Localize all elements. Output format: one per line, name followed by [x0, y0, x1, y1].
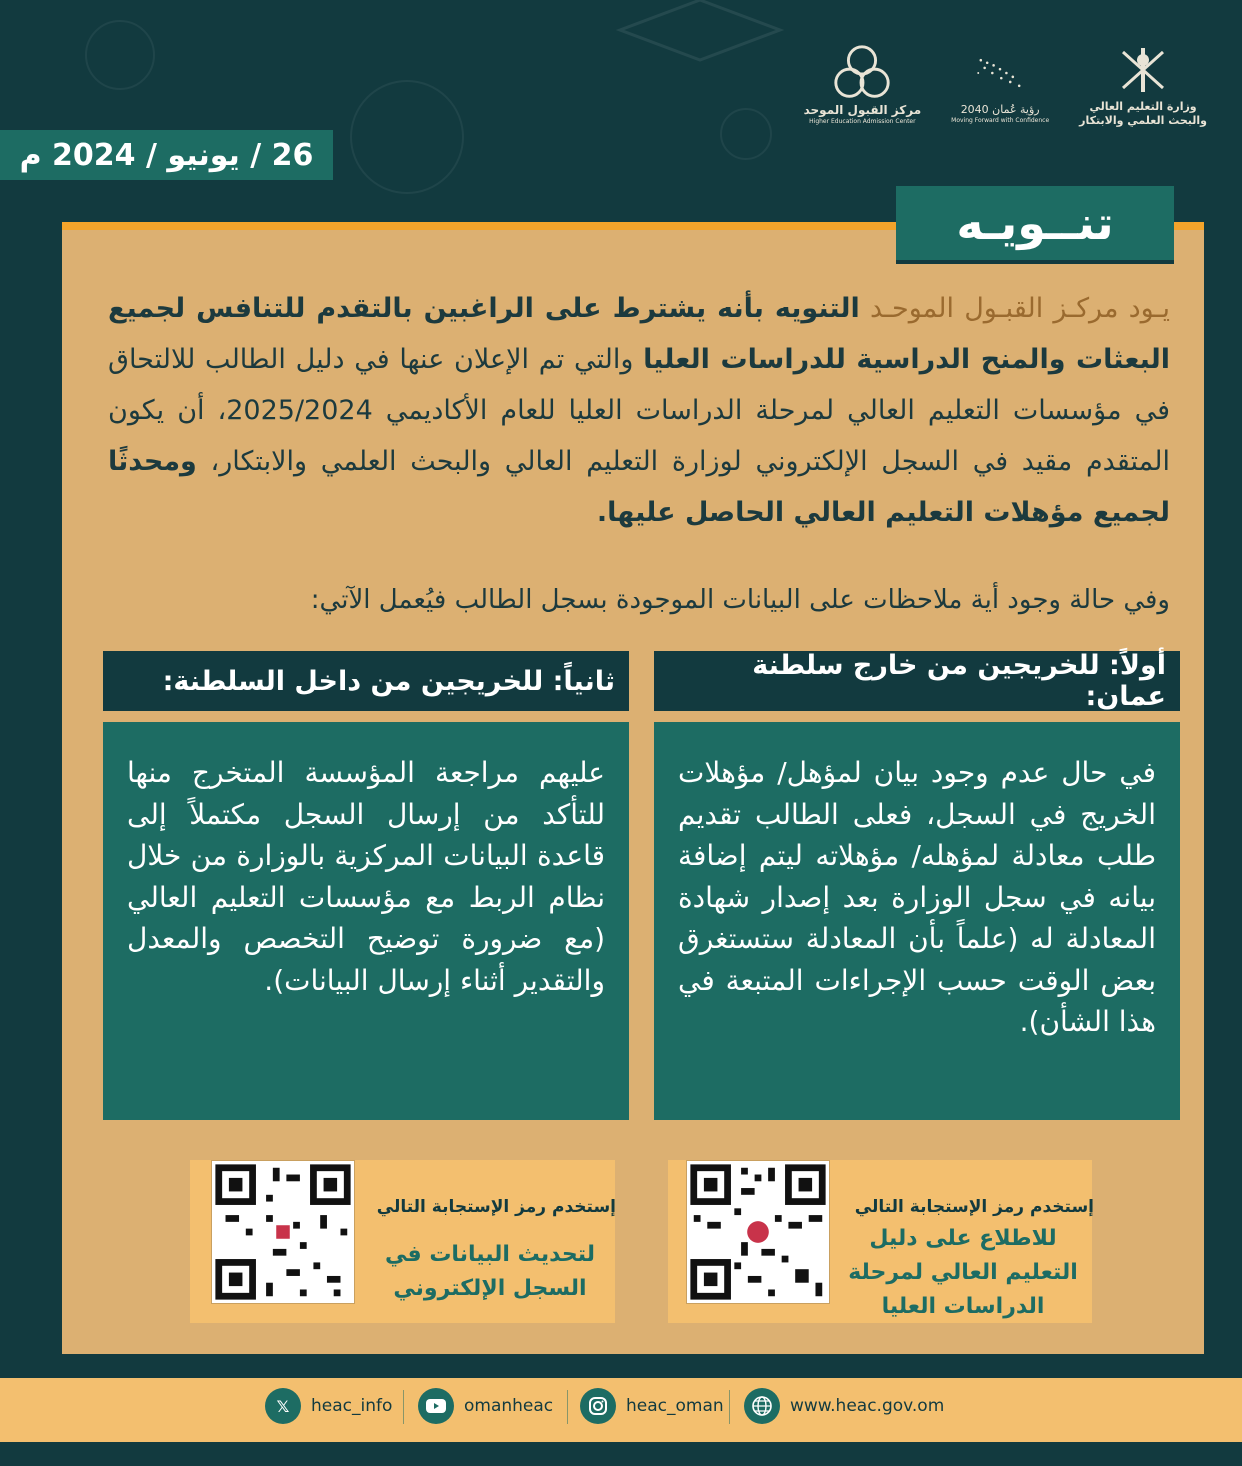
heac-emblem-icon [830, 43, 894, 103]
column-outside-oman-heading: أولاً: للخريجين من خارج سلطنة عمان: [654, 651, 1180, 711]
vision-logo [951, 43, 1049, 124]
intro-paragraph [108, 283, 1170, 538]
website-link[interactable]: www.heac.gov.om [790, 1396, 945, 1416]
qr-guide-text: للاطلاع على دليل التعليم العالي لمرحلة الدراسات العليا [848, 1226, 1078, 1319]
column-inside-oman-body: عليهم مراجعة المؤسسة المتخرج منها للتأكد من إرسال السجل مكتملاً إلى قاعدة البيانات المركزية بالوزارة من خلال نظام الربط مع مؤسسات التعليم العالي (مع ضرورة توضيح التخصص والمعدل والتقدير أثناء إرسال البيانات). [103, 722, 629, 1120]
youtube-icon [418, 1388, 454, 1424]
qr-update-label: إستخدم رمز الإستجابة التالي [376, 1197, 616, 1217]
ministry-logo-line2: والبحث العلمي والابتكار [1079, 113, 1207, 127]
ministry-logo [1079, 40, 1207, 128]
vision-logo-line1: رؤية عُمان 2040 [960, 103, 1040, 117]
globe-icon [744, 1388, 780, 1424]
heac-logo-line1: مركز القبول الموحد [803, 102, 922, 117]
heac-logo-line2: Higher Education Admission Center [809, 117, 916, 125]
qr-code-guide[interactable] [686, 1160, 830, 1304]
vision-emblem-icon [968, 43, 1032, 103]
footer-instagram[interactable] [580, 1388, 724, 1424]
footer-website[interactable] [744, 1388, 944, 1424]
date-badge: 26 / يونيو / 2024 م [0, 130, 333, 180]
qr-guide-label: إستخدم رمز الإستجابة التالي [854, 1197, 1094, 1217]
vision-logo-line2: Moving Forward with Confidence [951, 116, 1050, 124]
column-outside-oman-body: في حال عدم وجود بيان لمؤهل/ مؤهلات الخريج في السجل، فعلى الطالب تقديم طلب معادلة لمؤهله/ مؤهلاته ليتم إضافة بيانه في سجل الوزارة بعد إصدار شهادة المعادلة له (علماً بأن المعادلة ستستغرق بعض الوقت حسب الإجراءات المتبعة في هذا الشأن). [654, 722, 1180, 1120]
footer-x[interactable] [265, 1388, 392, 1424]
intro-middle: والتي تم الإعلان عنها في دليل الطالب للالتحاق في مؤسسات التعليم العالي لمرحلة الدراسات العليا للعام الأكاديمي 2025/2024، أن يكون المتقدم مقيد في السجل الإلكتروني لوزارة التعليم العالي والبحث العلمي والابتكار، [108, 344, 1170, 477]
youtube-handle[interactable]: omanheac [464, 1396, 554, 1416]
oman-emblem-icon [1115, 42, 1171, 98]
qr-code-update[interactable] [211, 1160, 355, 1304]
footer-divider [567, 1390, 568, 1424]
intro-bold-2: ومحدثًا لجميع مؤهلات التعليم العالي الحاصل عليها. [108, 446, 1170, 528]
globe-decoration-icon [720, 108, 772, 160]
graduation-cap-decoration-icon [600, 0, 800, 70]
qr-code-icon [212, 1161, 354, 1303]
page-title: تنــويـه [896, 186, 1174, 264]
instagram-handle[interactable]: heac_oman [626, 1396, 724, 1416]
globe-decoration-icon [85, 20, 155, 90]
footer-divider [729, 1390, 730, 1424]
magnifier-decoration-icon [350, 80, 464, 194]
heac-logo [804, 43, 922, 126]
x-handle[interactable]: heac_info [311, 1396, 393, 1416]
x-icon: 𝕏 [265, 1388, 301, 1424]
intro-bold-1: التنويه بأنه يشترط على الراغبين بالتقدم للتنافس لجميع البعثات والمنح الدراسية للدراسات العليا [108, 293, 1170, 375]
ministry-logo-line1: وزارة التعليم العالي [1089, 100, 1197, 113]
footer-divider [403, 1390, 404, 1424]
instagram-icon [580, 1388, 616, 1424]
footer-youtube[interactable] [418, 1388, 553, 1424]
column-inside-oman-heading: ثانياً: للخريجين من داخل السلطنة: [103, 651, 629, 711]
qr-update-text: لتحديث البيانات في السجل الإلكتروني [385, 1242, 595, 1301]
note-text: وفي حالة وجود أية ملاحظات على البيانات الموجودة بسجل الطالب فيُعمل الآتي: [310, 585, 1170, 615]
intro-lead: يـود مركـز القبـول الموحـد [869, 293, 1170, 324]
qr-code-icon [687, 1161, 829, 1303]
header-logos [804, 40, 1207, 128]
